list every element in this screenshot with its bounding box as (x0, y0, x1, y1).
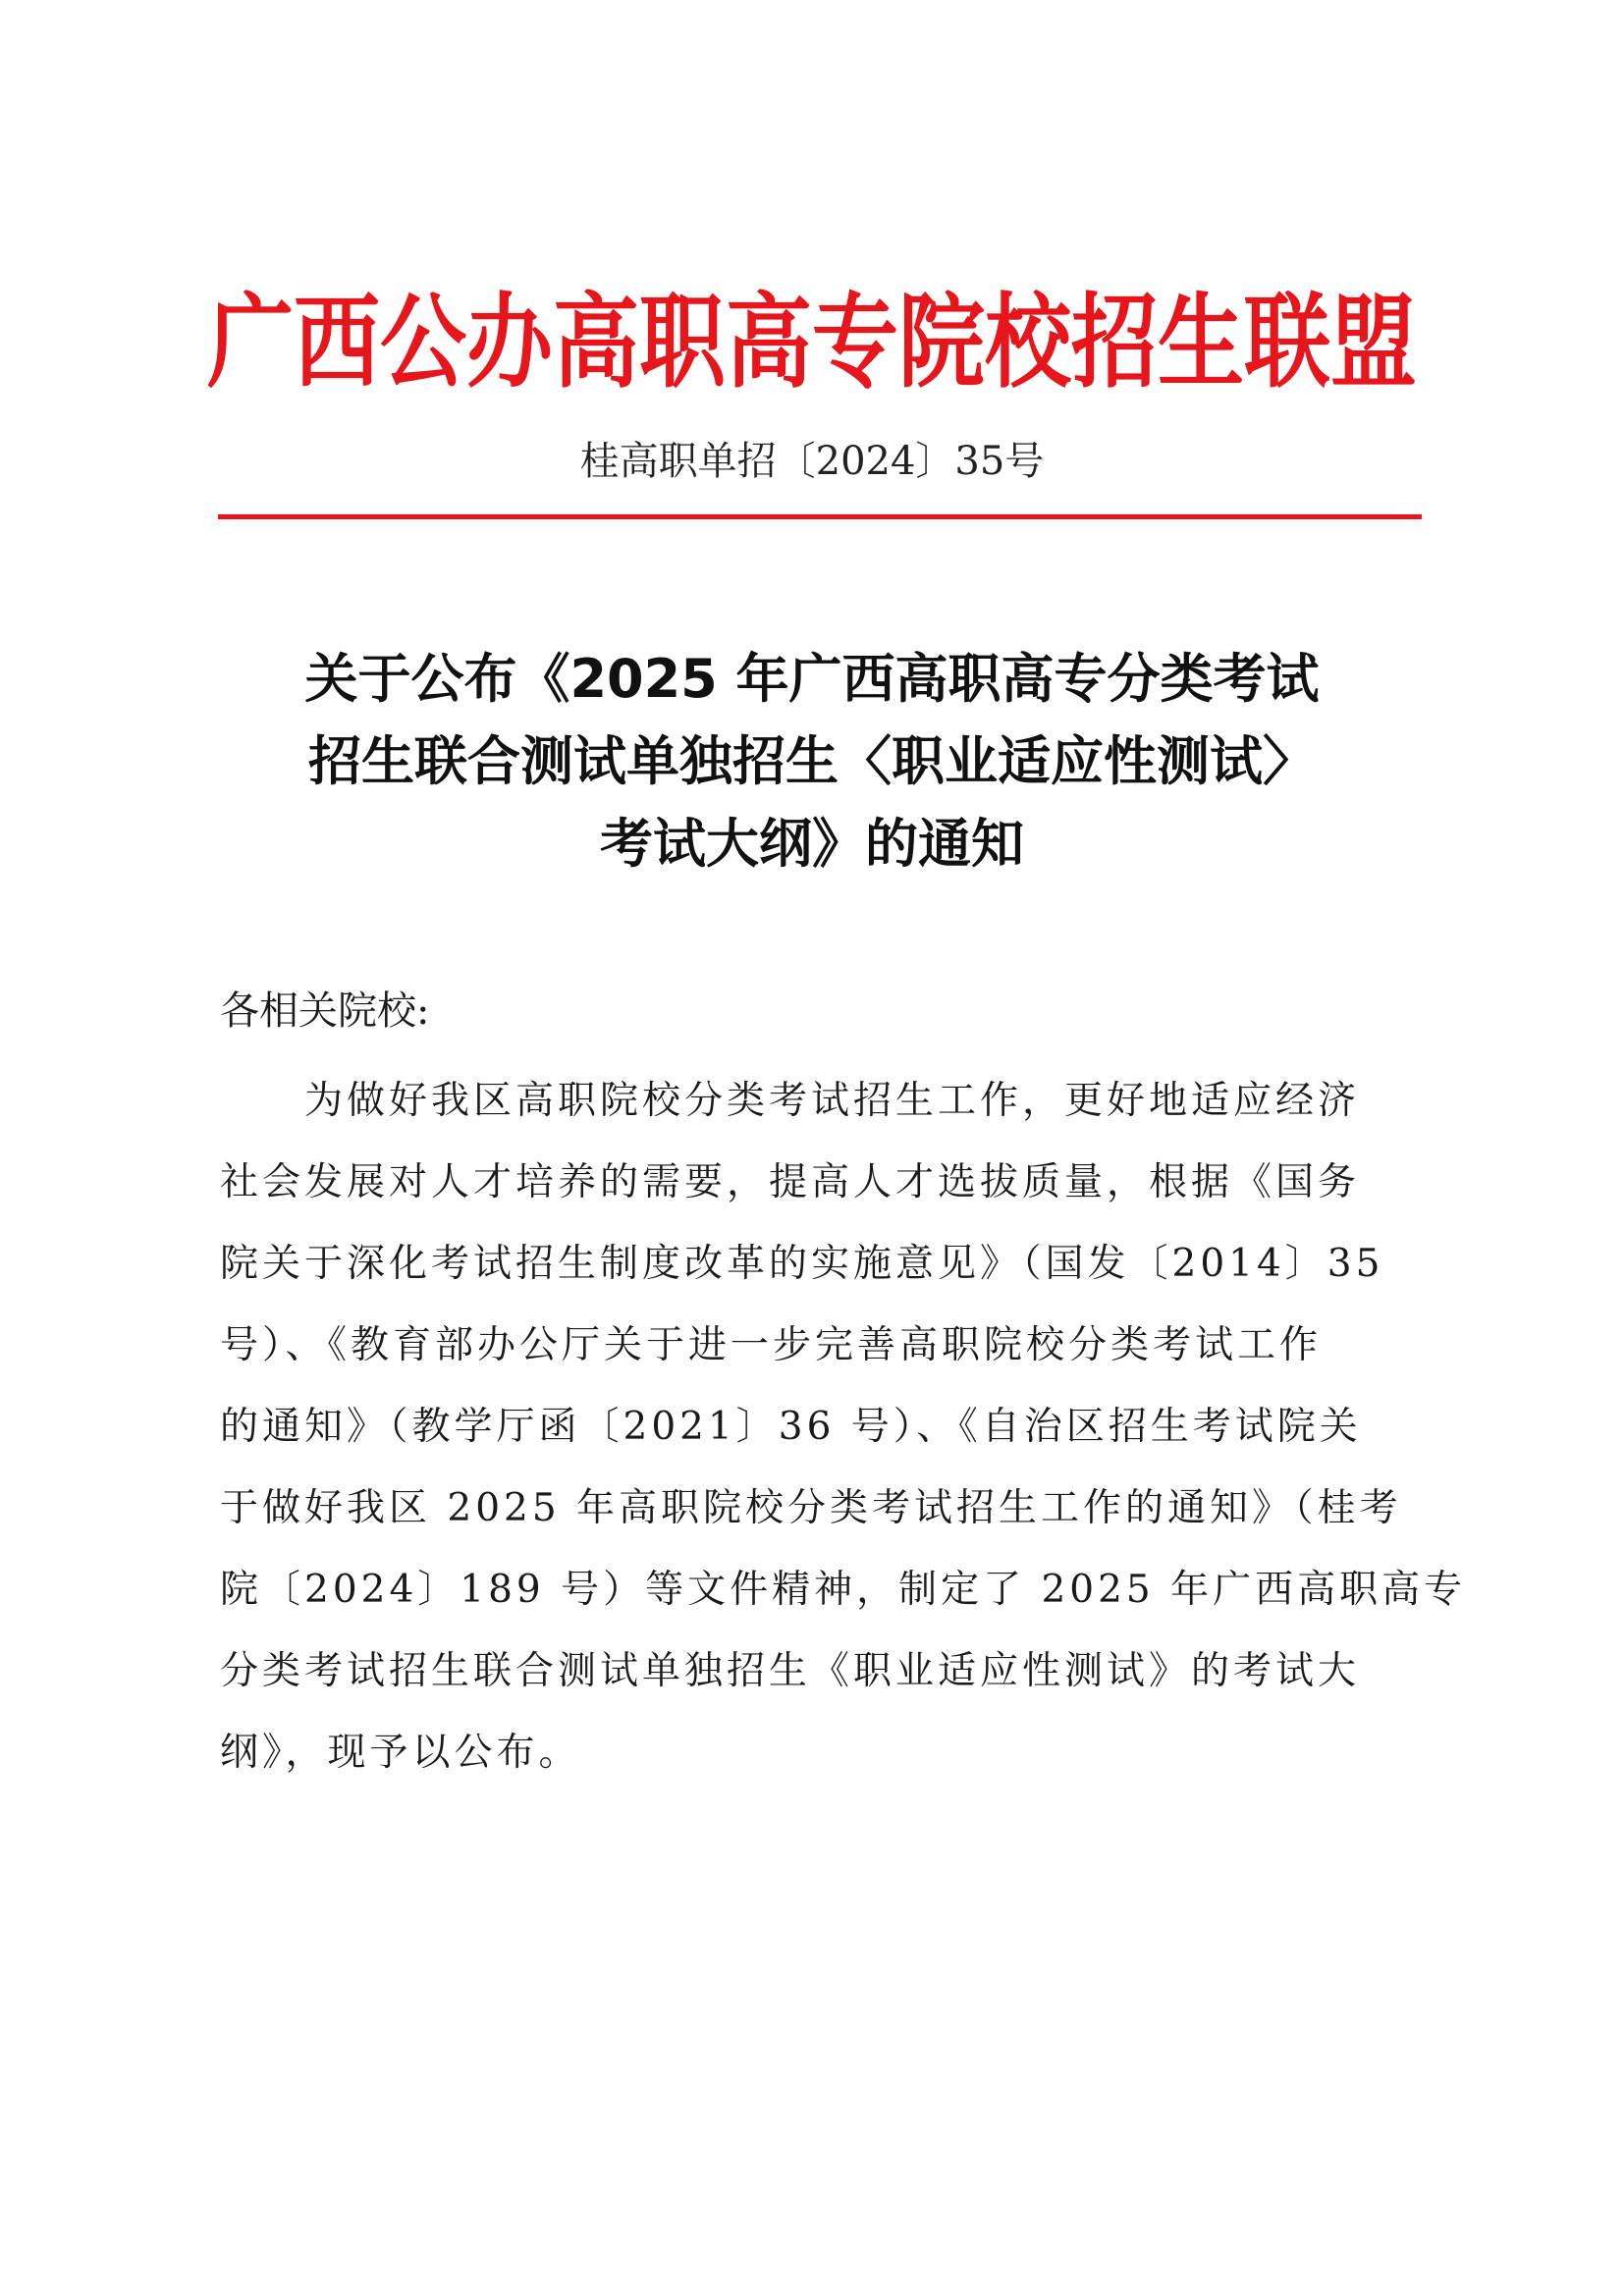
body-line: 纲》，现予以公布。 (220, 1731, 581, 1775)
body-line: 于做好我区 2025 年高职院校分类考试招生工作的通知》（桂考 (220, 1486, 1402, 1530)
title-line: 关于公布《2025 年广西高职高专分类考试 (304, 648, 1320, 710)
body-paragraph (220, 1060, 1467, 1793)
body-line: 社会发展对人才培养的需要，提高人才选拔质量，根据《国务 (220, 1160, 1361, 1204)
body-line: 的通知》（教学厅函〔2021〕36 号）、《自治区招生考试院关 (220, 1405, 1362, 1449)
title-line: 招生联合测试单独招生〈职业适应性测试〉 (308, 730, 1316, 792)
body-line: 号）、《教育部办公厅关于进一步完善高职院校分类考试工作 (220, 1323, 1323, 1367)
title-line: 考试大纲》的通知 (600, 813, 1024, 875)
document-title (147, 638, 1477, 885)
body-line: 院关于深化考试招生制度改革的实施意见》（国发〔2014〕35 (220, 1242, 1384, 1286)
red-divider-line (218, 514, 1422, 519)
document-number: 桂高职单招〔2024〕35号 (579, 439, 1045, 484)
body-line: 为做好我区高职院校分类考试招生工作，更好地适应经济 (304, 1079, 1361, 1123)
body-line: 分类考试招生联合测试单独招生《职业适应性测试》的考试大 (220, 1649, 1361, 1693)
body-line: 院〔2024〕189 号）等文件精神，制定了 2025 年广西高职高专 (220, 1568, 1467, 1612)
issuing-organization-header: 广西公办高职高专院校招生联盟 (206, 281, 1417, 402)
salutation: 各相关院校: (220, 988, 430, 1034)
